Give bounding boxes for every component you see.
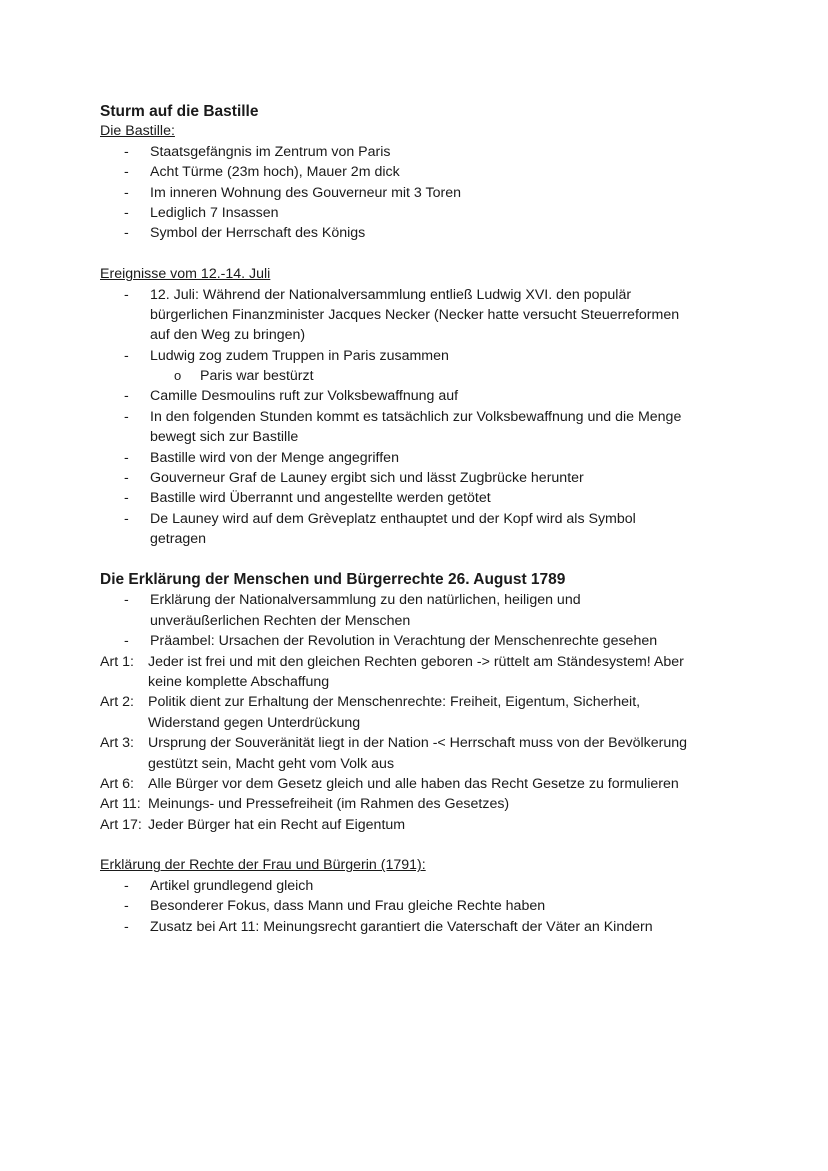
spacer: [100, 835, 740, 855]
list-item: - De Launey wird auf dem Grèveplatz enthauptet und der Kopf wird als Symbol: [100, 509, 740, 529]
article-item: Art 2: Politik dient zur Erhaltung der Menschenrechte: Freiheit, Eigentum, Sicherheit,: [100, 692, 740, 712]
dash-bullet-icon: -: [124, 184, 129, 201]
circle-bullet-icon: o: [174, 368, 182, 384]
dash-bullet-icon: -: [124, 470, 129, 487]
article-label: Art 1:: [100, 653, 134, 670]
dash-bullet-icon: -: [124, 347, 129, 364]
dash-bullet-icon: -: [124, 898, 129, 915]
list-item: - Camille Desmoulins ruft zur Volksbewaffnung auf: [100, 386, 740, 406]
events-list: [100, 285, 740, 550]
list-item: - In den folgenden Stunden kommt es tatsächlich zur Volksbewaffnung und die Menge: [100, 407, 740, 427]
list-item: - Symbol der Herrschaft des Königs: [100, 223, 740, 243]
dash-bullet-icon: -: [124, 388, 129, 405]
dash-bullet-icon: -: [124, 510, 129, 527]
menschenrechte-list: [100, 590, 740, 651]
bastille-list: [100, 142, 740, 244]
article-item: Art 11: Meinungs- und Pressefreiheit (im Rahmen des Gesetzes): [100, 794, 740, 814]
article-label: Art 2:: [100, 694, 134, 711]
dash-bullet-icon: -: [124, 143, 129, 160]
spacer: [100, 550, 740, 570]
sub-list-item: o Paris war bestürzt: [100, 366, 740, 386]
rechte-der-frau-list: [100, 876, 740, 937]
list-item-continuation: getragen: [150, 531, 207, 548]
list-item: - Ludwig zog zudem Truppen in Paris zusammen: [100, 346, 740, 366]
article-continuation: keine komplette Abschaffung: [148, 673, 330, 690]
dash-bullet-icon: -: [124, 633, 129, 650]
list-item: - Bastille wird von der Menge angegriffen: [100, 448, 740, 468]
dash-bullet-icon: -: [124, 592, 129, 609]
dash-bullet-icon: -: [124, 490, 129, 507]
list-item: - 12. Juli: Während der Nationalversammlung entließ Ludwig XVI. den populär: [100, 285, 740, 305]
list-item: - Bastille wird Überrannt und angestellte werden getötet: [100, 488, 740, 508]
list-item-continuation: bewegt sich zur Bastille: [150, 429, 299, 446]
dash-bullet-icon: -: [124, 225, 129, 242]
list-item: - Im inneren Wohnung des Gouverneur mit 3 Toren: [100, 183, 740, 203]
dash-bullet-icon: -: [124, 164, 129, 181]
subheading-die-bastille: Die Bastille:: [100, 123, 175, 140]
dash-bullet-icon: -: [124, 286, 129, 303]
list-item-continuation: bürgerlichen Finanzminister Jacques Necker (Necker hatte versucht Steuerreformen: [150, 306, 680, 323]
article-continuation: Widerstand gegen Unterdrückung: [148, 714, 361, 731]
articles-list: [100, 652, 740, 836]
spacer: [100, 244, 740, 264]
list-item: - Besonderer Fokus, dass Mann und Frau gleiche Rechte haben: [100, 896, 740, 916]
article-item: Art 17: Jeder Bürger hat ein Recht auf Eigentum: [100, 815, 740, 835]
dash-bullet-icon: -: [124, 449, 129, 466]
dash-bullet-icon: -: [124, 204, 129, 221]
list-item: - Artikel grundlegend gleich: [100, 876, 740, 896]
article-item: Art 1: Jeder ist frei und mit den gleichen Rechten geboren -> rüttelt am Ständesystem! Aber: [100, 652, 740, 672]
subheading-rechte-der-frau: Erklärung der Rechte der Frau und Bürgerin (1791):: [100, 857, 426, 874]
list-item-continuation: unveräußerlichen Rechten der Menschen: [150, 612, 411, 629]
dash-bullet-icon: -: [124, 918, 129, 935]
list-item: - Präambel: Ursachen der Revolution in Verachtung der Menschenrechte gesehen: [100, 631, 740, 651]
list-item: - Lediglich 7 Insassen: [100, 203, 740, 223]
article-continuation: gestützt sein, Macht geht vom Volk aus: [148, 755, 395, 772]
document-page: [100, 101, 740, 937]
list-item: - Zusatz bei Art 11: Meinungsrecht garantiert die Vaterschaft der Väter an Kindern: [100, 917, 740, 937]
article-label: Art 17:: [100, 816, 142, 833]
article-label: Art 3:: [100, 735, 134, 752]
dash-bullet-icon: -: [124, 877, 129, 894]
list-item: - Erklärung der Nationalversammlung zu den natürlichen, heiligen und: [100, 590, 740, 610]
section-title-menschenrechte: Die Erklärung der Menschen und Bürgerrechte 26. August 1789: [100, 570, 566, 588]
article-item: Art 6: Alle Bürger vor dem Gesetz gleich und alle haben das Recht Gesetze zu formulieren: [100, 774, 740, 794]
section-title-bastille: Sturm auf die Bastille: [100, 103, 259, 120]
subheading-ereignisse: Ereignisse vom 12.-14. Juli: [100, 266, 271, 283]
list-item: - Staatsgefängnis im Zentrum von Paris: [100, 142, 740, 162]
article-item: Art 3: Ursprung der Souveränität liegt in der Nation -< Herrschaft muss von der Bevölkerung: [100, 733, 740, 753]
list-item: - Gouverneur Graf de Launey ergibt sich und lässt Zugbrücke herunter: [100, 468, 740, 488]
list-item: - Acht Türme (23m hoch), Mauer 2m dick: [100, 162, 740, 182]
article-label: Art 11:: [100, 796, 141, 813]
dash-bullet-icon: -: [124, 408, 129, 425]
article-label: Art 6:: [100, 775, 134, 792]
list-item-continuation: auf den Weg zu bringen): [150, 327, 306, 344]
